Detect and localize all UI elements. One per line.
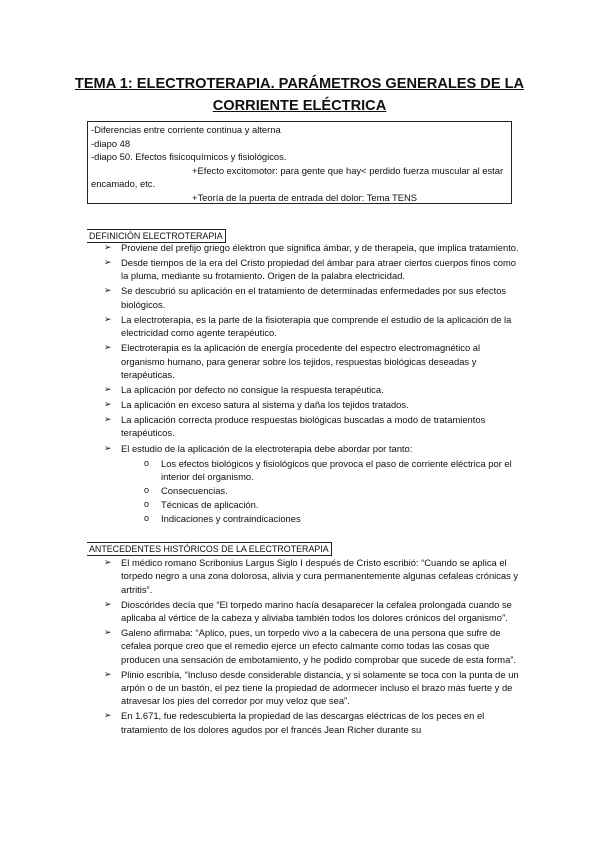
bullet-arrow-icon: ➢: [104, 242, 112, 252]
note-line: +Teoría de la puerta de entrada del dolor: Tema TENS: [192, 191, 418, 203]
section-heading-definicion: DEFINICIÓN ELECTROTERAPIA: [87, 229, 226, 243]
bullet-circle-icon: o: [144, 457, 150, 468]
bullet-arrow-icon: ➢: [104, 627, 112, 638]
list-item: ➢ Galeno afirmaba: “Aplico, pues, un torpedo vivo a la cabecera de una persona que sufre de cefalea porque creo que el remedio ejerce un efecto calmante como todas las cosas que producen una sensación de embotamiento, y he podido comprobar que sucede de esta forma”.: [104, 627, 517, 665]
section-antecedentes-list: [91, 556, 521, 738]
bullet-arrow-icon: ➢: [104, 342, 112, 353]
note-line: encamado, etc.: [91, 178, 156, 190]
list-item: ➢ Plinio escribía, “Incluso desde considerable distancia, y si solamente se toca con la punta de un arpón o de un bastón, el pez tiene la propiedad de adormecer incluso el brazo más fuerte y de atravesar los pies del corredor por muy veloz que sea”.: [104, 668, 519, 707]
document-title: [60, 73, 539, 117]
bullet-arrow-icon: ➢: [104, 383, 112, 394]
sub-list-item: o Los efectos biológicos y fisiológicos que provoca el paso de corriente eléctrica por el interior del organismo.: [144, 457, 512, 482]
bullet-arrow-icon: ➢: [104, 257, 112, 268]
note-line: -diapo 48: [91, 137, 131, 149]
list-item: ➢ En 1.671, fue redescubierta la propiedad de las descargas eléctricas de los peces en el tratamiento de los dolores agudos por el francés Jean Richer durante su: [104, 710, 485, 735]
bullet-arrow-icon: ➢: [104, 313, 112, 324]
list-item: ➢ La aplicación en exceso satura al sistema y daña los tejidos tratados.: [104, 399, 409, 411]
sub-list-item: o Técnicas de aplicación.: [144, 499, 259, 511]
bullet-circle-icon: o: [144, 513, 150, 524]
bullet-arrow-icon: ➢: [104, 442, 112, 453]
note-line: -diapo 50. Efectos fisicoquímicos y fisiológicos.: [91, 151, 287, 163]
note-line: -Diferencias entre corriente continua y alterna: [91, 124, 281, 135]
title-line-2: CORRIENTE ELÉCTRICA: [212, 98, 387, 114]
bullet-arrow-icon: ➢: [104, 557, 112, 567]
list-item: ➢ Se descubrió su aplicación en el tratamiento de determinadas enfermedades por sus efectos biológicos.: [104, 285, 507, 310]
list-item: ➢ Desde tiempos de la era del Cristo propiedad del ámbar para atraer ciertos cuerpos finos como la pluma, mediante su frotamiento. Origen de la palabra electricidad.: [104, 257, 516, 282]
note-line: +Efecto excitomotor: para gente que hay< perdido fuerza muscular al estar: [192, 164, 504, 176]
sub-list-item: o Consecuencias.: [144, 485, 228, 497]
list-item: ➢ Electroterapia es la aplicación de energía procedente del espectro electromagnético al organismo humano, para generar sobre los tejidos, respuestas biológicas deseadas y terapéuticas.: [104, 342, 481, 380]
bullet-arrow-icon: ➢: [104, 710, 112, 721]
bullet-arrow-icon: ➢: [104, 598, 112, 609]
list-item: ➢ La aplicación por defecto no consigue la respuesta terapéutica.: [104, 383, 384, 395]
bullet-arrow-icon: ➢: [104, 399, 112, 410]
list-item: ➢ La aplicación correcta produce respuestas biológicas buscadas a modo de tratamientos terapéuticos.: [104, 414, 486, 439]
list-item: ➢ Proviene del prefijo griego élektron que significa ámbar, y de therapeia, que implica tratamiento.: [104, 242, 519, 253]
bullet-arrow-icon: ➢: [104, 414, 112, 425]
sub-list-item: o Indicaciones y contraindicaciones: [144, 513, 301, 525]
bullet-circle-icon: o: [144, 499, 150, 510]
list-item: ➢ El médico romano Scribonius Largus Siglo I después de Cristo escribió: “Cuando se aplica el torpedo negro a una zona dolorosa, alivia y cura permanentemente algunas cefaleas crónicas y artritis”.: [104, 557, 519, 595]
list-item: ➢ Dioscórides decía que “El torpedo marino hacía desaparecer la cefalea prolongada cuando se aplicaba al vértice de la cabeza y aliviaba también todos los dolores crónicos del organismo”.: [104, 598, 512, 623]
section-heading-antecedentes: ANTECEDENTES HISTÓRICOS DE LA ELECTROTERAPIA: [87, 542, 332, 556]
bullet-arrow-icon: ➢: [104, 285, 112, 296]
notes-box: [87, 121, 512, 204]
bullet-circle-icon: o: [144, 485, 150, 496]
bullet-arrow-icon: ➢: [104, 668, 112, 679]
section-definicion-list: [91, 241, 521, 526]
title-line-1: TEMA 1: ELECTROTERAPIA. PARÁMETROS GENERALES DE LA: [74, 76, 525, 92]
list-item: ➢ La electroterapia, es la parte de la fisioterapia que comprende el estudio de la aplicación de la electricidad como agente terapéutico.: [104, 313, 512, 339]
list-item: ➢ El estudio de la aplicación de la electroterapia debe abordar por tanto:: [104, 442, 413, 454]
